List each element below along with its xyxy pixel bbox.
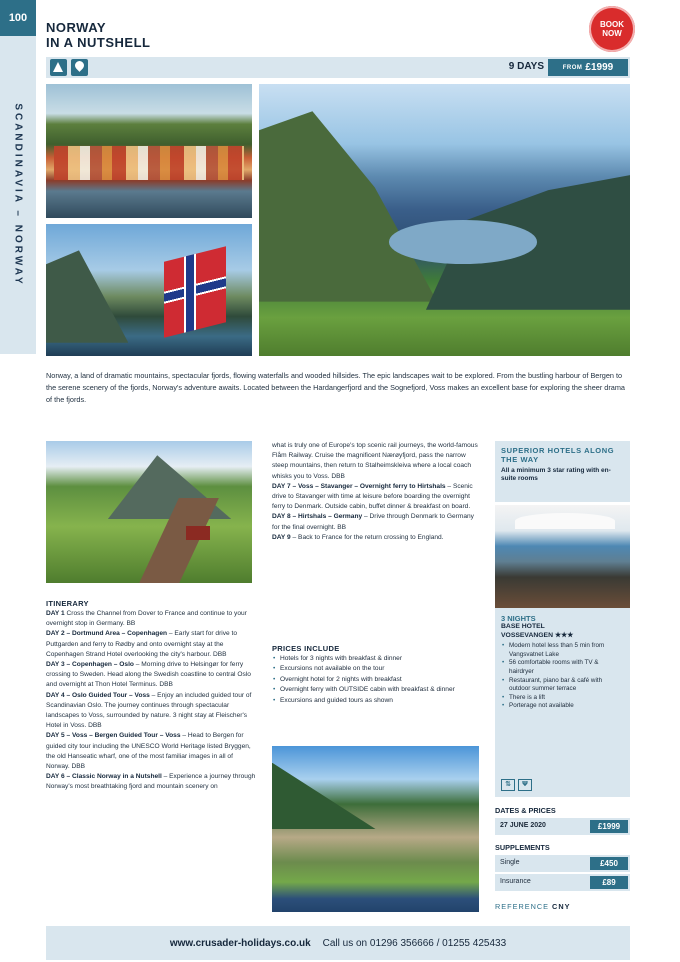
hotel-name-line-1: BASE HOTEL <box>501 623 545 630</box>
itinerary-day: DAY 7 – Voss – Stavanger – Overnight ferry to Hirtshals – Scenic drive to Stavanger with time at leisure before boarding the overnight ferry to Denmark. Outside cabin, buffet dinner & breakfast on board. <box>272 482 473 511</box>
superior-hotels-panel <box>495 441 630 502</box>
footer-bar <box>46 926 630 960</box>
hotel-feature: • Porterage not available <box>501 702 624 711</box>
side-rail <box>0 36 36 354</box>
website-link[interactable]: www.crusader-holidays.co.uk <box>169 937 311 949</box>
title-line-2: IN A NUTSHELL <box>46 35 151 50</box>
phone-numbers: Call us on 01296 356666 / 01255 425433 <box>322 937 507 949</box>
list-item: • Hotels for 3 nights with breakfast & dinner <box>272 654 479 664</box>
restaurant-icon: Ψ <box>518 779 532 791</box>
list-item: • Excursions not available on the tour <box>272 664 479 674</box>
list-item: • Overnight ferry with OUTSIDE cabin with breakfast & dinner <box>272 685 479 695</box>
flam-railway-photo <box>46 441 252 583</box>
hotel-feature: • Restaurant, piano bar & café with outdoor summer terrace <box>501 677 624 694</box>
tour-info-strip <box>46 57 630 78</box>
supplement-label: Single <box>500 859 520 866</box>
hotel-feature: • 56 comfortable rooms with TV & hairdryer <box>501 659 624 676</box>
date-row <box>495 818 630 835</box>
itinerary-day: DAY 5 – Voss – Bergen Guided Tour – Voss – Head to Bergen for guided city tour including the UNESCO World Heritage listed Bryggen, the old Hanseatic wharf, one of the most familiar images in all of Norway. DBB <box>46 732 251 771</box>
pin-icon <box>71 59 88 76</box>
superior-hotels-heading: SUPERIOR HOTELS ALONG THE WAY <box>501 446 615 464</box>
supplement-price: £450 <box>590 857 628 870</box>
norway-flag <box>164 246 226 337</box>
page-number: 100 <box>0 0 36 36</box>
supplement-label: Insurance <box>500 878 531 885</box>
hotel-feature: • Modern hotel less than 5 min from Vangsvatnet Lake <box>501 642 624 659</box>
itinerary <box>46 599 256 793</box>
page-title <box>46 20 150 50</box>
reference-value: CNY <box>552 902 571 911</box>
supplement-price: £89 <box>590 876 628 889</box>
itinerary-day: DAY 6 – Classic Norway in a Nutshell – Experience a journey through Norway's most breathtaking fjord and mountain scenery on <box>46 773 256 791</box>
hotel-name-line-2: VOSSEVANGEN ★★★ <box>501 631 574 639</box>
supplement-row <box>495 874 630 891</box>
hotel-nights: 3 NIGHTS <box>501 614 536 623</box>
voss-town-photo <box>272 746 479 912</box>
date-price: £1999 <box>590 820 628 833</box>
from-price-tag <box>548 59 628 76</box>
hotel-panel <box>495 608 630 797</box>
title-line-1: NORWAY <box>46 20 107 35</box>
reference-code <box>495 902 570 911</box>
hotel-terrace-photo <box>495 505 630 608</box>
book-badge-line-1: BOOK <box>600 20 624 29</box>
from-price: £1999 <box>585 62 614 73</box>
itinerary-day: DAY 8 – Hirtshals – Germany – Drive through Denmark to Germany for the final overnight. BB <box>272 513 474 531</box>
fjord-landscape-photo <box>259 84 630 356</box>
prices-include <box>272 644 479 706</box>
itinerary-continued <box>272 441 479 543</box>
prices-include-heading: PRICES INCLUDE <box>272 644 340 653</box>
lift-icon: ⇅ <box>501 779 515 791</box>
list-item: • Overnight hotel for 2 nights with breakfast <box>272 675 479 685</box>
activity-icons <box>50 59 88 76</box>
superior-hotels-subtext: All a minimum 3 star rating with en-suite rooms <box>501 467 611 482</box>
itinerary-day: DAY 3 – Copenhagen – Oslo – Morning drive to Helsingør for ferry crossing to Sweden. Head along the Swedish coastline to central Oslo and overnight at Thon Hotel Terminus. DBB <box>46 661 251 689</box>
list-item: • Excursions and guided tours as shown <box>272 696 479 706</box>
bergen-harbour-photo <box>46 84 252 218</box>
book-badge-line-2: NOW <box>602 29 622 38</box>
hotel-feature: • There is a lift <box>501 694 624 703</box>
price-prefix: FROM <box>562 64 583 71</box>
departure-date: 27 JUNE 2020 <box>500 822 546 829</box>
side-region-label: SCANDINAVIA – NORWAY <box>12 103 24 287</box>
itinerary-day: DAY 9 – Back to France for the return crossing to England. <box>272 533 444 541</box>
norwegian-flag-photo <box>46 224 252 356</box>
intro-paragraph: Norway, a land of dramatic mountains, spectacular fjords, flowing waterfalls and wooded hillsides. The epic landscapes wait to be explored. From the bustling harbour of Bergen to the serene scenery of the fjords, Norway's adventure awaits. Located between the Hardangerfjord and the Sognefjord, Voss makes an excellent base for exploring the sheer drama of the fjords. <box>46 371 625 404</box>
amenity-icons <box>501 779 532 791</box>
itinerary-day: DAY 4 – Oslo Guided Tour – Voss – Enjoy an included guided tour of Scandinavian Oslo. The journey continues through spectacular landscapes to Voss, surrounded by nature. 3 night stay at Fleischer's Hotel in Voss. DBB <box>46 691 252 730</box>
duration-label: 9 DAYS <box>508 61 544 72</box>
itinerary-day: DAY 1 Cross the Channel from Dover to France and continue to your overnight stop in Germany. BB <box>46 610 247 628</box>
itinerary-day: DAY 2 – Dortmund Area – Copenhagen – Early start for drive to Puttgarden and ferry to Rødby and onto overnight stay at the Copenhagen Strand Hotel overlooking the city's harbour. DBB <box>46 630 238 658</box>
reference-label: REFERENCE <box>495 902 550 911</box>
mountain-icon <box>50 59 67 76</box>
supplements-heading: SUPPLEMENTS <box>495 843 550 852</box>
supplement-row <box>495 855 630 872</box>
itinerary-heading: ITINERARY <box>46 599 89 608</box>
dates-heading: DATES & PRICES <box>495 806 556 815</box>
itinerary-continuation: what is truly one of Europe's top scenic rail journeys, the world-famous Flåm Railway. Cruise the magnificent Nærøyfjord, pass the narrow steep mountains, then return to Stalheimskleiva where a local coach whisks you to Voss. DBB <box>272 442 478 480</box>
book-now-badge[interactable] <box>589 6 635 52</box>
